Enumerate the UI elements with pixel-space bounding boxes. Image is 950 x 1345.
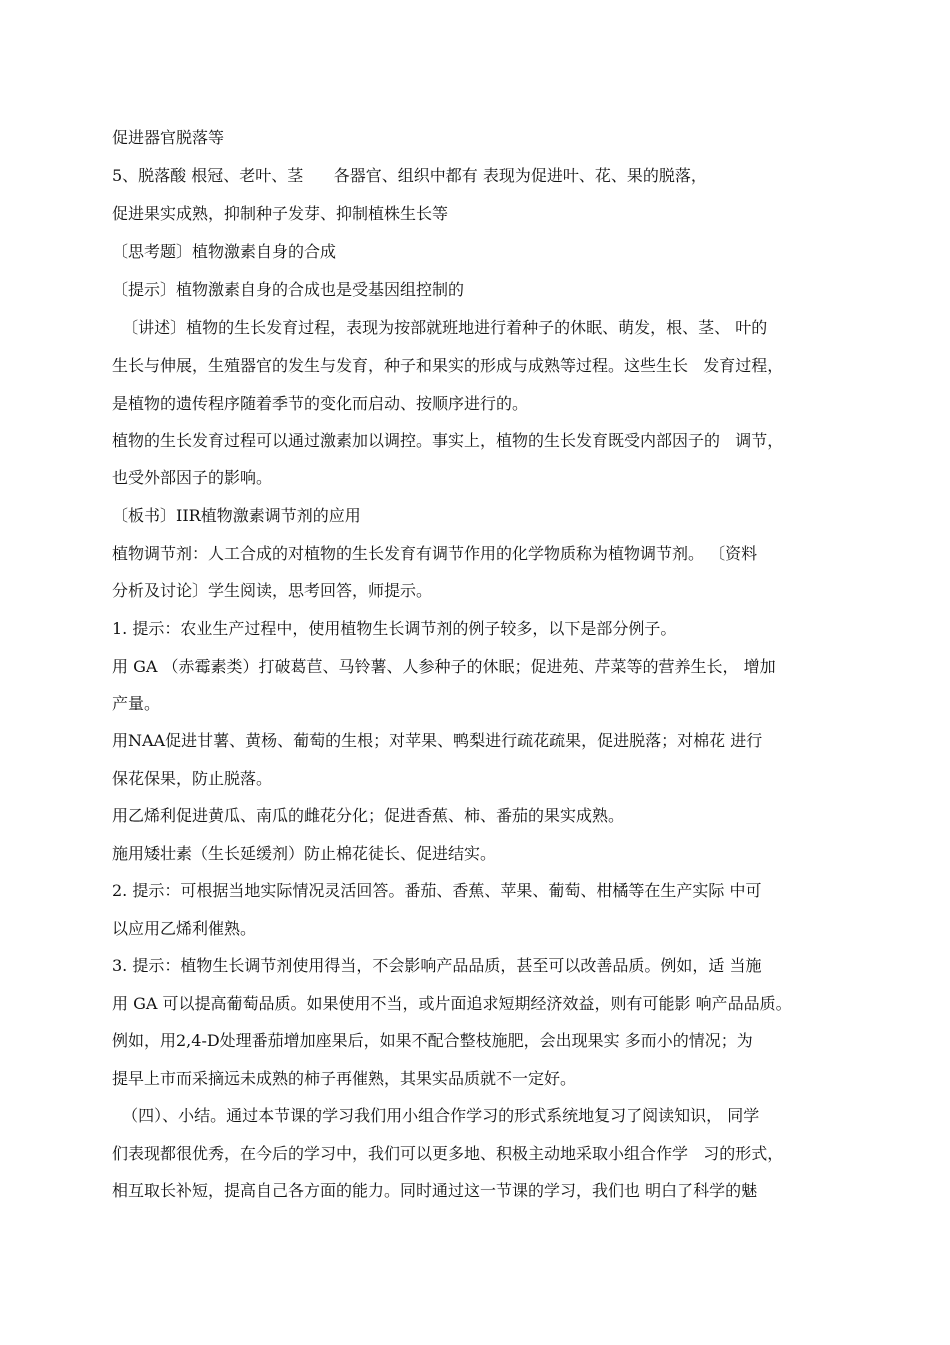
- text-line: 例如，用2,4-D处理番茄增加座果后，如果不配合整枝施肥，会出现果实 多而小的情况；为: [112, 1031, 753, 1050]
- text-line: 们表现都很优秀，在今后的学习中，我们可以更多地、积极主动地采取小组合作学 习的形式，: [112, 1144, 784, 1163]
- text-line: 相互取长补短，提高自己各方面的能力。同时通过这一节课的学习，我们也 明白了科学的魅: [112, 1181, 758, 1200]
- text-line: 用乙烯利促进黄瓜、南瓜的雌花分化；促进香蕉、柿、番茄的果实成熟。: [112, 806, 625, 825]
- text-line: 促进果实成熟，抑制种子发芽、抑制植株生长等: [112, 204, 449, 223]
- text-line: 分析及讨论〕学生阅读，思考回答，师提示。: [112, 581, 433, 600]
- text-line: 生长与伸展，生殖器官的发生与发育，种子和果实的形成与成熟等过程。这些生长 发育过程，: [112, 356, 784, 375]
- text-line: 产量。: [112, 694, 161, 713]
- text-line: 2. 提示：可根据当地实际情况灵活回答。番茄、香蕉、苹果、葡萄、柑橘等在生产实际 中可: [112, 881, 762, 900]
- text-line: 用 GA 可以提高葡萄品质。如果使用不当，或片面追求短期经济效益，则有可能影 响产品品质。: [112, 994, 792, 1013]
- text-line: 用 GA （赤霉素类）打破葛苣、马铃薯、人参种子的休眠；促进苑、芹菜等的营养生长， 增加: [112, 657, 776, 676]
- text-line: 也受外部因子的影响。: [112, 468, 273, 487]
- text-line: 〔思考题〕植物激素自身的合成: [112, 242, 337, 261]
- text-line: 〔提示〕植物激素自身的合成也是受基因组控制的: [112, 280, 465, 299]
- text-line: 〔讲述〕植物的生长发育过程，表现为按部就班地进行着种子的休眠、萌发，根、茎、 叶的: [112, 318, 768, 337]
- text-line: 施用矮壮素（生长延缓剂）防止棉花徒长、促进结实。: [112, 844, 497, 863]
- text-line: 用NAA促进甘薯、黄杨、葡萄的生根；对苹果、鸭梨进行疏花疏果，促进脱落；对棉花 进行: [112, 731, 763, 750]
- text-line: 1. 提示：农业生产过程中，使用植物生长调节剂的例子较多，以下是部分例子。: [112, 619, 677, 638]
- text-line: （四）、小结。通过本节课的学习我们用小组合作学习的形式系统地复习了阅读知识， 同学: [112, 1106, 760, 1125]
- text-line: 植物的生长发育过程可以通过激素加以调控。事实上，植物的生长发育既受内部因子的 调节，: [112, 431, 784, 450]
- text-line: 植物调节剂：人工合成的对植物的生长发育有调节作用的化学物质称为植物调节剂。 〔资料: [112, 544, 758, 563]
- text-line: 3. 提示：植物生长调节剂使用得当，不会影响产品品质，甚至可以改善品质。例如，适 当施: [112, 956, 762, 975]
- text-line: 提早上市而采摘远未成熟的柿子再催熟，其果实品质就不一定好。: [112, 1069, 577, 1088]
- text-line: 5、脱落酸 根冠、老叶、茎 各器官、组织中都有 表现为促进叶、花、果的脱落，: [112, 166, 707, 185]
- text-line: 促进器官脱落等: [112, 128, 225, 147]
- text-line: 以应用乙烯利催熟。: [112, 919, 257, 938]
- text-line: 〔板书〕IIR植物激素调节剂的应用: [112, 506, 361, 525]
- text-line: 是植物的遗传程序随着季节的变化而启动、按顺序进行的。: [112, 394, 529, 413]
- text-line: 保花保果，防止脱落。: [112, 769, 273, 788]
